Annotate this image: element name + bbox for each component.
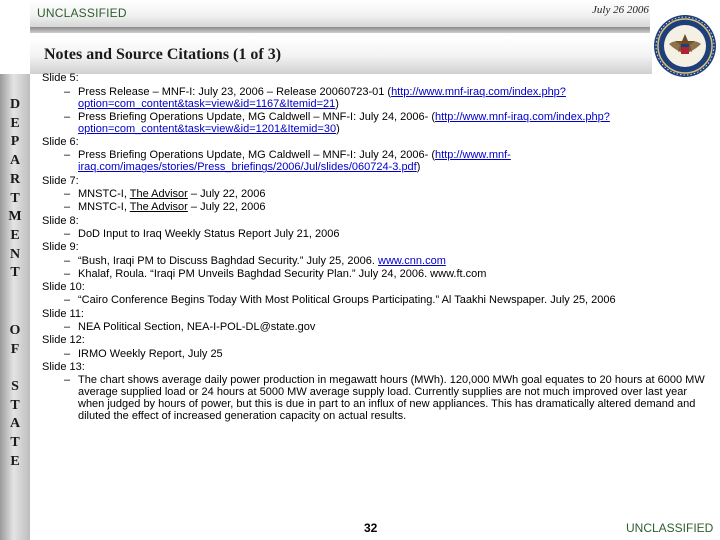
bullet-dash: – [64,321,71,334]
citations-list [42,71,710,422]
bullet-dash: – [64,188,71,201]
citation-item [42,268,706,280]
sidebar-letter: T [10,435,20,451]
sidebar-letter: E [10,115,20,131]
citation-text: Khalaf, Roula. “Iraqi PM Unveils Baghdad Security Plan.” July 24, 2006. www.ft.com [78,267,487,280]
citation-suffix: ) [416,161,421,174]
citation-slide-label: Slide 5: [42,72,79,85]
citation-text: The chart shows average daily power production in megawatt hours (MWh). 120,000 MWh goal equates to 20 hours at 6000 MW average supplied load or 24 hours at 5000 MW average supply load. Currently supplies are not much improved over last year when judged by hours of power, but this is due in part to an influx of new appliances. This has dramatically altered demand and diluted the effect of increased generation capacity on actual results. [78,374,705,423]
sidebar-letter: T [10,190,20,206]
citation-text: Press Briefing Operations Update, MG Caldwell – MNF-I: July 24, 2006- ( [78,149,436,162]
citation-link[interactable]: http://www.mnf-iraq.com/index.php?option=com_content&task=view&id=1167&Itemid=21 [78,85,566,110]
page-title: Notes and Source Citations (1 of 3) [44,46,282,63]
sidebar-word-department [0,96,30,283]
sidebar-letter: A [9,416,21,432]
bullet-dash: – [64,267,71,280]
bullet-dash: – [64,254,71,267]
sidebar-letter: E [10,453,20,469]
citation-suffix: ) [335,97,339,110]
sidebar-letter: S [11,379,19,394]
citation-item [42,255,706,267]
sidebar-word-state [0,378,30,472]
sidebar-word-of [0,322,30,359]
bullet-dash: – [64,85,71,98]
citation-item [42,149,706,173]
bullet-dash: – [64,294,71,307]
citation-text: Press Briefing Operations Update, MG Caldwell – MNF-I: July 24, 2006- ( [78,110,436,123]
bullet-dash: – [64,201,71,214]
citation-slide-label: Slide 9: [42,241,79,254]
header-divider [30,27,650,33]
state-department-seal-icon [653,14,717,78]
bullet-dash: – [64,110,71,123]
sidebar-letter: M [8,209,22,225]
citation-item [42,321,706,333]
citation-link[interactable]: http://www.mnf-iraq.com/images/stories/Press_briefings/2006/Jul/slides/060724-3.pdf [78,149,511,174]
citation-suffix: – July 22, 2006 [187,201,266,214]
slide-date: July 26 2006 [592,4,649,16]
citation-item [42,374,706,422]
citation-text: NEA Political Section, NEA-I-POL-DL@state.gov [78,321,316,334]
sidebar-letter: A [9,153,21,169]
citation-text: Press Release – MNF-I: July 23, 2006 – Release 20060723-01 ( [78,85,392,98]
citation-item [42,86,706,110]
bullet-dash: – [64,374,71,387]
citation-text: MNSTC-I, [78,188,130,201]
citation-suffix: – July 22, 2006 [187,188,266,201]
citation-text: DoD Input to Iraq Weekly Status Report July 21, 2006 [78,227,340,240]
sidebar-letter: T [10,265,20,281]
citation-slide-label: Slide 7: [42,174,79,187]
sidebar-letter: R [9,171,21,187]
citation-suffix: ) [336,122,340,135]
page-number: 32 [364,521,378,535]
citation-item [42,201,706,213]
sidebar-letter: D [9,97,21,112]
citation-text: “Bush, Iraqi PM to Discuss Baghdad Security.” July 25, 2006. [78,254,378,267]
citation-slide-label: Slide 8: [42,214,79,227]
citation-item [42,228,706,240]
classification-header: UNCLASSIFIED [37,6,127,20]
sidebar-letter: P [10,134,20,150]
sidebar-letter: N [9,246,21,262]
classification-footer: UNCLASSIFIED [626,521,714,535]
citation-slide-label: Slide 6: [42,136,79,149]
citation-item [42,294,706,306]
citation-item [42,348,706,360]
citation-text: IRMO Weekly Report, July 25 [78,347,223,360]
publication-title: The Advisor [129,188,188,201]
citation-slide-label: Slide 10: [42,281,85,294]
citation-slide-label: Slide 12: [42,334,85,347]
citation-slide-label: Slide 13: [42,360,85,373]
sidebar-letter: O [9,323,21,338]
citation-link[interactable]: www.cnn.com [378,254,446,267]
citation-slide-label: Slide 11: [42,307,84,320]
sidebar-letter: F [10,341,20,357]
citation-text: MNSTC-I, [78,201,130,214]
sidebar-letter: T [10,397,20,413]
bullet-dash: – [64,347,71,360]
citation-item [42,188,706,200]
citation-item [42,111,706,135]
citation-text: “Cairo Conference Begins Today With Most Political Groups Participating.” Al Taakhi Newspaper. July 25, 2006 [78,294,616,307]
citation-link[interactable]: http://www.mnf-iraq.com/index.php?option=com_content&task=view&id=1201&Itemid=30 [78,110,610,135]
publication-title: The Advisor [129,201,188,214]
bullet-dash: – [64,227,71,240]
bullet-dash: – [64,149,71,162]
sidebar-letter: E [10,227,20,243]
